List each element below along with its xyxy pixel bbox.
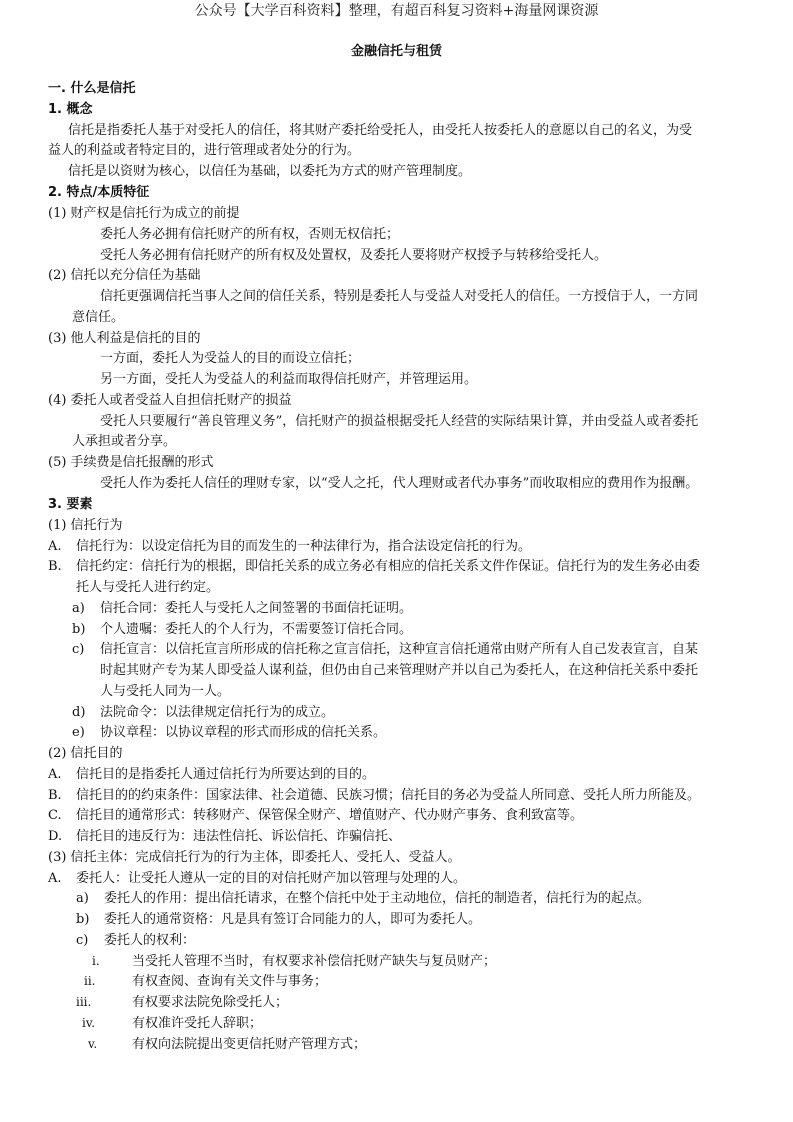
list-marker: e): [72, 725, 85, 740]
list-marker: ii.: [84, 974, 96, 988]
list-marker: c): [76, 933, 89, 948]
list-item: (3) 他人利益是信托的目的: [48, 331, 201, 346]
paragraph-line: 受托人只要履行“善良管理义务”，信托财产的损益根据受托人经营的实际结果计算，并由受益人或者委托: [100, 414, 699, 429]
list-item: (2) 信托目的: [48, 746, 123, 761]
list-item: 个人遗嘱：委托人的个人行为，不需要签订信托合同。: [100, 622, 413, 637]
list-item: (3) 信托主体：完成信托行为的行为主体，即委托人、受托人、受益人。: [48, 850, 461, 865]
paragraph-line: 另一方面，受托人为受益人的利益而取得信托财产，并管理运用。: [100, 372, 478, 387]
list-item: 信托合同：委托人与受托人之间签署的书面信托证明。: [100, 601, 413, 616]
list-marker: A.: [48, 871, 62, 886]
list-item: 信托行为：以设定信托为目的而发生的一种法律行为，指合法设定信托的行为。: [76, 539, 532, 554]
list-marker: C.: [48, 808, 62, 823]
paragraph-line: 信托是指委托人基于对受托人的信任，将其财产委托给受托人，由受托人按委托人的意愿以自己的名义，为受: [68, 123, 693, 138]
list-item: 信托目的是指委托人通过信托行为所要达到的目的。: [76, 767, 376, 782]
list-marker: d): [72, 705, 86, 720]
list-marker: b): [76, 912, 90, 927]
paragraph-line: 受托人务必拥有信托财产的所有权及处置权，及委托人要将财产权授予与转移给受托人。: [100, 248, 608, 263]
paragraph-line: 益人的利益或者特定目的，进行管理或者处分的行为。: [48, 143, 361, 158]
list-item: 委托人的通常资格：凡是具有签订合同能力的人，即可为委托人。: [104, 912, 482, 927]
list-marker: B.: [48, 788, 62, 803]
paragraph-line: 托人与受托人进行约定。: [76, 580, 220, 595]
list-marker: a): [72, 601, 85, 616]
subsection-heading: 2. 特点/本质特征: [48, 185, 150, 200]
list-item: 信托宣言：以信托宣言所形成的信托称之宣言信托，这种宣言信托通常由财产所有人自己发表宣言，自某: [100, 642, 699, 657]
list-item: 有权要求法院免除受托人；: [132, 995, 289, 1010]
list-marker: D.: [48, 829, 63, 844]
list-marker: iv.: [82, 1016, 96, 1030]
list-item: (1) 财产权是信托行为成立的前提: [48, 206, 240, 221]
list-item: 协议章程：以协议章程的形式而形成的信托关系。: [100, 725, 387, 740]
paragraph-line: 信托是以资财为核心，以信任为基础，以委托为方式的财产管理制度。: [68, 164, 472, 179]
list-marker: A.: [48, 767, 62, 782]
section-heading: 一. 什么是信托: [48, 81, 136, 96]
list-item: 委托人的权利：: [104, 933, 196, 948]
list-item: (2) 信托以充分信任为基础: [48, 268, 201, 283]
subsection-heading: 3. 要素: [48, 497, 93, 512]
list-item: 有权查阅、查询有关文件与事务；: [132, 974, 328, 989]
list-item: 信托约定：信托行为的根据，即信托关系的成立务必有相应的信托关系文件作保证。信托行为的发生务必由委: [76, 559, 701, 574]
list-item: 有权准许受托人辞职；: [132, 1016, 263, 1031]
list-item: 委托人的作用：提出信托请求，在整个信托中处于主动地位，信托的制造者，信托行为的起点。: [104, 891, 651, 906]
list-marker: iii.: [76, 995, 92, 1009]
list-item: 信托目的违反行为：违法性信托、诉讼信托、诈骗信托、: [76, 829, 402, 844]
paragraph-line: 委托人务必拥有信托财产的所有权，否则无权信托；: [100, 227, 400, 242]
paragraph-line: 意信任。: [72, 310, 125, 325]
page-header: 公众号【大学百科资料】整理，有超百科复习资料+海量网课资源: [194, 3, 599, 19]
list-marker: c): [72, 642, 85, 657]
document-title: 金融信托与租赁: [350, 44, 442, 59]
list-item: (1) 信托行为: [48, 518, 123, 533]
paragraph-line: 一方面，委托人为受益人的目的而设立信托；: [100, 351, 361, 366]
list-item: 信托目的通常形式：转移财产、保管保全财产、增值财产、代办财产事务、食利致富等。: [76, 808, 584, 823]
paragraph-line: 受托人作为委托人信任的理财专家，以“受人之托，代人理财或者代办事务”而收取相应的费用作为报酬。: [100, 476, 699, 491]
list-marker: a): [76, 891, 89, 906]
list-item: 当受托人管理不当时，有权要求补偿信托财产缺失与复员财产；: [132, 954, 497, 969]
list-marker: A.: [48, 539, 62, 554]
list-item: (4) 委托人或者受益人自担信托财产的损益: [48, 393, 292, 408]
list-marker: i.: [92, 954, 100, 968]
subsection-heading: 1. 概念: [48, 102, 93, 117]
paragraph-line: 时起其财产专为某人即受益人谋利益，但仍由自己来管理财产并以自己为委托人，在这种信托关系中委托: [100, 663, 699, 678]
list-marker: B.: [48, 559, 62, 574]
list-item: 法院命令：以法律规定信托行为的成立。: [100, 705, 335, 720]
list-item: (5) 手续费是信托报酬的形式: [48, 455, 214, 470]
list-marker: v.: [88, 1037, 98, 1051]
list-item: 有权向法院提出变更信托财产管理方式；: [132, 1037, 367, 1052]
list-marker: b): [72, 622, 86, 637]
paragraph-line: 人承担或者分享。: [72, 434, 177, 449]
list-item: 委托人：让受托人遵从一定的目的对信托财产加以管理与处理的人。: [76, 871, 467, 886]
paragraph-line: 人与受托人同为一人。: [100, 684, 231, 699]
list-item: 信托目的的约束条件：国家法律、社会道德、民族习惯；信托目的务必为受益人所同意、受托人所力所能及。: [76, 788, 701, 803]
paragraph-line: 信托更强调信托当事人之间的信任关系，特别是委托人与受益人对受托人的信任。一方授信于人，一方同: [100, 289, 699, 304]
